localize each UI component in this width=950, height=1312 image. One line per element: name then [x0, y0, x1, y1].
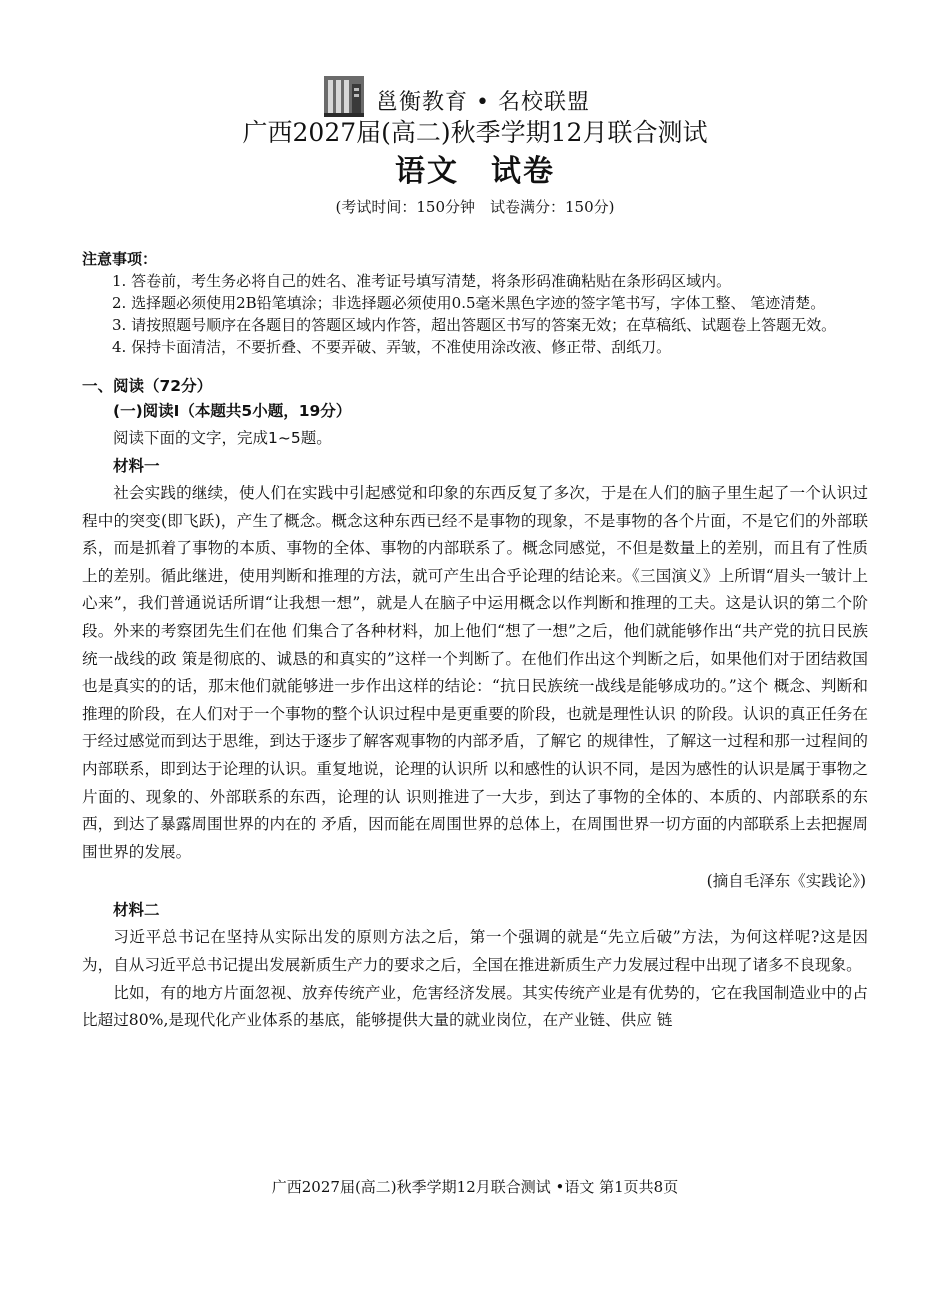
- notice-item: 2. 选择题必须使用2B铅笔填涂；非选择题必须使用0.5毫米黑色字迹的签字笔书写，字体工整、 笔迹清楚。: [112, 294, 826, 312]
- brand-header: [322, 66, 590, 118]
- notice-heading: 注意事项：: [82, 250, 158, 268]
- exam-info: (考试时间：150分钟 试卷满分：150分): [335, 198, 615, 216]
- material-two-paragraph: 习近平总书记在坚持从实际出发的原则方法之后，第一个强调的就是“先立后破”方法，为何这样呢?这是因为，自从习近平总书记提出发展新质生产力的要求之后，全国在推进新质生产力发展过程中出现了诸多不良现象。: [82, 928, 868, 974]
- material-one-label: 材料一: [113, 457, 160, 475]
- notice-item: 3. 请按照题号顺序在各题目的答题区域内作答，超出答题区书写的答案无效；在草稿纸、试题卷上答题无效。: [112, 316, 837, 334]
- material-one-source: (摘自毛泽东《实践论》): [706, 872, 866, 891]
- subject-title: 语文 试卷: [395, 154, 555, 189]
- exam-title: 广西2027届(高二)秋季学期12月联合测试: [242, 118, 708, 147]
- material-two-paragraph: 比如，有的地方片面忽视、放弃传统产业，危害经济发展。其实传统产业是有优势的，它在我国制造业中的占比超过80%,是现代化产业体系的基底，能够提供大量的就业岗位，在产业链、供应 链: [82, 983, 868, 1030]
- notice-item: 4. 保持卡面清洁，不要折叠、不要弄破、弄皱，不准使用涂改液、修正带、刮纸刀。: [112, 338, 672, 356]
- material-one-paragraph: 社会实践的继续，使人们在实践中引起感觉和印象的东西反复了多次，于是在人们的脑子里生起了一个认识过程中的突变(即飞跃)，产生了概念。概念这种东西已经不是事物的现象，不是事物的各个片面，不是它们的外部联系，而是抓着了事物的本质、事物的全体、事物的内部联系了。概念同感觉，不但是数量上的差别，而且有了性质上的差别。循此继进，使用判断和推理的方法，就可产生出合乎论理的结论来。《三国演义》上所谓“眉头一皱计上心来”，我们普通说话所谓“让我想一想”，就是人在脑子中运用概念以作判断和推理的工夫。这是认识的第二个阶段。外来的考察团先生们在他 们集合了各种材料，加上他们“想了一想”之后，他们就能够作出“共产党的抗日民族统一战线的政 策是彻底的、诚恳的和真实的”这样一个判断了。在他们作出这个判断之后，如果他们对于团结救国 也是真实的的话，那末他们就能够进一步作出这样的结论：“抗日民族统一战线是能够成功的。”这个 概念、判断和推理的阶段，在人们对于一个事物的整个认识过程中是更重要的阶段，也就是理性认识 的阶段。认识的真正任务在于经过感觉而到达于思维，到达于逐步了解客观事物的内部矛盾，了解它 的规律性，了解这一过程和那一过程间的内部联系，即到达于论理的认识。重复地说，论理的认识所 以和感性的认识不同，是因为感性的认识是属于事物之片面的、现象的、外部联系的东西，论理的认 识则推进了一大步，到达了事物的全体的、本质的、内部联系的东西，到达了暴露周围世界的内在的 矛盾，因而能在周围世界的总体上，在周围世界一切方面的内部联系上去把握周围世界的发展。: [82, 484, 868, 861]
- reading-instruction: 阅读下面的文字，完成1~5题。: [113, 429, 332, 447]
- book-logo-icon: [322, 72, 366, 118]
- brand-name: 邕衡教育 • 名校联盟: [376, 90, 590, 115]
- material-two-label: 材料二: [113, 901, 160, 920]
- page-footer: 广西2027届(高二)秋季学期12月联合测试 •语文 第1页共8页: [271, 1178, 679, 1196]
- section-heading: 一、阅读（72分）: [82, 377, 213, 395]
- exam-content: [82, 248, 868, 1035]
- subsection-heading: (一)阅读Ⅰ（本题共5小题，19分）: [113, 402, 352, 420]
- notice-item: 1. 答卷前，考生务必将自己的姓名、准考证号填写清楚，将条形码准确粘贴在条形码区域内。: [112, 272, 732, 290]
